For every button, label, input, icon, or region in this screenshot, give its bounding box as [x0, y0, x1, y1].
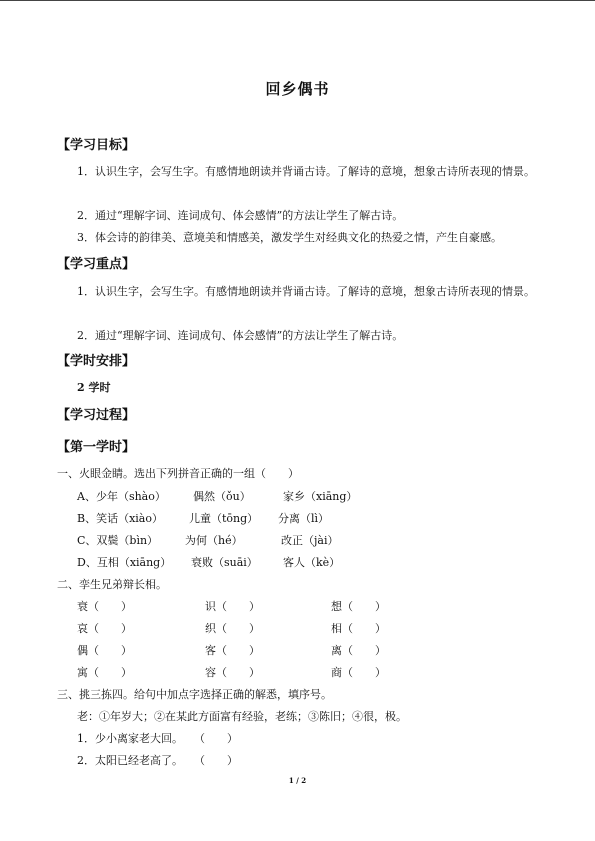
q2-row3-col3: 离（ ） — [331, 644, 386, 657]
page-top-border — [0, 0, 595, 1]
q1-option-c-1: C、双鬓（bìn） — [77, 534, 159, 547]
key-item-2: 2．通过“理解字词、连词成句、体会感情”的方法让学生了解古诗。 — [77, 329, 404, 342]
page-number: 1 / 2 — [288, 776, 307, 785]
q2-row2-col3: 相（ ） — [331, 622, 386, 635]
q3-item-1: 1．少小离家老大回。 （ ） — [77, 732, 238, 745]
q2-row3-col2: 客（ ） — [205, 644, 260, 657]
q3-title: 三、挑三拣四。给句中加点字选择正确的解悉，填序号。 — [57, 688, 332, 701]
q2-row1-col2: 识（ ） — [205, 600, 260, 613]
key-item-1: 1．认识生字，会写生字。有感情地朗读并背诵古诗。了解诗的意境，想象古诗所表现的情景。 — [77, 285, 535, 298]
q2-row4-col1: 寓（ ） — [77, 666, 132, 679]
q1-option-a-2: 偶然（ǒu） — [193, 490, 251, 503]
goals-heading: 【学习目标】 — [57, 138, 136, 153]
goal-item-2: 2．通过“理解字词、连词成句、体会感情”的方法让学生了解古诗。 — [77, 209, 404, 222]
page-title: 回乡偶书 — [265, 80, 330, 98]
q2-row1-col1: 衰（ ） — [77, 600, 132, 613]
q2-row2-col2: 织（ ） — [205, 622, 260, 635]
process-heading: 【学习过程】 — [57, 408, 136, 423]
q1-title: 一、火眼金睛。选出下列拼音正确的一组（ ） — [57, 467, 299, 480]
q2-row2-col1: 哀（ ） — [77, 622, 132, 635]
q1-option-b-1: B、笑话（xiào） — [77, 512, 163, 525]
goal-item-1: 1．认识生字，会写生字。有感情地朗读并背诵古诗。了解诗的意境，想象古诗所表现的情景。 — [77, 165, 535, 178]
schedule-value: 2 学时 — [77, 381, 111, 394]
q1-option-c-2: 为何（hé） — [185, 534, 243, 547]
q2-title: 二、孪生兄弟辩长相。 — [57, 578, 167, 591]
q2-row3-col1: 偶（ ） — [77, 644, 132, 657]
goal-item-3: 3．体会诗的韵律美、意境美和情感美，激发学生对经典文化的热爱之情，产生自豪感。 — [77, 231, 502, 244]
first-period-heading: 【第一学时】 — [57, 440, 136, 455]
q2-row1-col3: 想（ ） — [331, 600, 386, 613]
q2-row4-col2: 容（ ） — [205, 666, 260, 679]
q1-option-a-3: 家乡（xiāng） — [283, 490, 358, 503]
q1-option-b-2: 儿童（tōng） — [189, 512, 259, 525]
q1-option-d-1: D、互相（xiāng） — [77, 556, 172, 569]
q2-row4-col3: 商（ ） — [331, 666, 386, 679]
q1-option-d-3: 客人（kè） — [283, 556, 341, 569]
schedule-heading: 【学时安排】 — [57, 354, 136, 369]
q1-option-d-2: 衰败（suāi） — [191, 556, 258, 569]
q1-option-a-1: A、少年（shào） — [77, 490, 166, 503]
key-heading: 【学习重点】 — [57, 257, 136, 272]
q3-definition: 老：①年岁大；②在某此方面富有经验，老练；③陈旧；④很，极。 — [77, 710, 407, 723]
q1-option-b-3: 分离（lì） — [278, 512, 330, 525]
q3-item-2: 2．太阳已经老高了。 （ ） — [77, 754, 238, 767]
q1-option-c-3: 改正（jài） — [281, 534, 339, 547]
